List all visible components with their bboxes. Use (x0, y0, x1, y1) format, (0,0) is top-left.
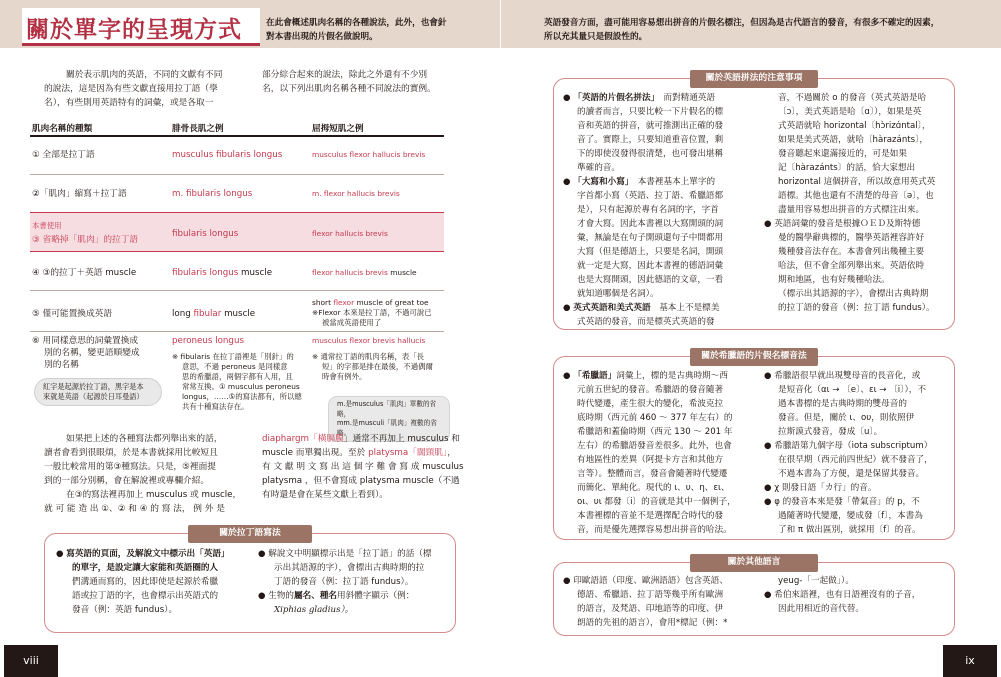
latin-item-line: 示出其語源的字），會標出古典時期的拉 (274, 563, 425, 573)
body-line: 到的一部分別稱，會在解說裡或專欄介紹。 (44, 476, 210, 486)
latin-item-text: 寫英語的頁面，及解說文中標示出「英語」 (66, 549, 230, 559)
greek-line: 元前五世紀的發音。希臘語的發音隨著 (577, 385, 724, 395)
row6-type: 別的名稱，變更語順變成 (44, 348, 140, 358)
other-item (563, 574, 728, 588)
bullet-icon: ● (764, 371, 772, 381)
english-line: 的拉丁語的發音（例：拉丁語 fundus）。 (778, 303, 935, 313)
term-red: platysma「闊頸肌」 (368, 448, 448, 458)
header-note-right-2: 所以充其量只是假設性的。 (544, 32, 648, 42)
body-line: 讀者會看到很眼煩，於是本書就採用比較短且 (44, 448, 218, 458)
body-line: 有時還是會在某些文獻上看到）。 (262, 490, 388, 500)
english-line: 才會大寫。因此本書裡以大寫開頭的詞 (577, 219, 724, 229)
bullet-icon: ● (764, 219, 772, 229)
term-red: 橫膈膜 (317, 434, 344, 444)
row5-a-english: muscle (221, 309, 256, 319)
other-line: 的語言，及梵語、印地語等的印度、伊 (577, 604, 724, 614)
row-divider (30, 290, 444, 291)
english-line: 期和地區，也有好幾種哈法。 (778, 275, 890, 285)
intro-line: 的說法，這是因為有些文獻直接用拉丁語（學 (44, 84, 218, 94)
greek-line: 過隨著時代變遷，變成發〔f〕，本書為 (778, 511, 923, 521)
english-line: 準確的音。 (577, 163, 620, 173)
english-line: 音，不過關於 o 的發音（英式英語是哈 (778, 93, 927, 103)
row-divider (30, 174, 444, 175)
row5-b-note: ※Flexor 本來是拉丁語，不過可說已 (312, 308, 432, 317)
latin-item (258, 547, 432, 561)
bullet-icon: ● (563, 93, 571, 103)
greek-line: 本書裡標的音並不是選擇配合時代的發 (577, 511, 724, 521)
note-a: longus，……⑤的寫法都有，所以總 (182, 392, 302, 401)
english-line: 是），只有起源於專有名詞的字，字首 (577, 205, 719, 215)
intro-line: 名），有些則用英語特有的詞彙，或是各取一 (44, 98, 214, 108)
greek-line: 而簡化、單純化。現代的 ι、υ、η、ει、 (577, 483, 730, 493)
row4-a-english: muscle (238, 268, 273, 278)
greek-line: 希臘語和蓋倫時期（西元 130 ～ 201 年 (577, 427, 733, 437)
other-item-text: 印歐語語（印度、歐洲語語）包含英語、 (573, 576, 728, 586)
note-b: 時會有例外。 (322, 372, 367, 381)
greek-item-text: φ 的發音本來是發「帶氣音」的 p，不 (774, 497, 920, 507)
greek-line: 是短音化（αι → 〔e〕、ει → 〔i〕），不 (778, 385, 926, 395)
greek-item-text: χ 則發日語「カ行」的音。 (774, 483, 877, 493)
page-number-left: viii (4, 645, 58, 677)
body-line (262, 432, 460, 446)
row4-b-latin: flexor hallucis brevis (312, 268, 388, 277)
row4-a-latin: fibularis longus (172, 268, 239, 278)
other-line: 朗語的先祖的語言），會用*標記（例：* (577, 618, 728, 628)
greek-item (563, 369, 728, 383)
english-line: 大寫（但是德語上，只要是名詞，開頭 (577, 247, 724, 257)
legend-bubble (34, 378, 162, 406)
latin-item-text: 解說文中明顯標示出是「拉丁語」的話（標 (268, 549, 432, 559)
latin-item (56, 547, 230, 561)
latin-item-line: Xiphias gladius）。 (274, 605, 354, 615)
english-line: 字首都小寫（英語、拉丁語、希臘語都 (577, 191, 724, 201)
term-latin: diaphargm「 (262, 434, 318, 444)
table-header-b: 屈拇短肌之例 (312, 124, 364, 134)
latin-item-emph: 屬名、種名 (294, 591, 338, 601)
row5-a-pre: long (172, 309, 194, 319)
bullet-icon: ● (764, 590, 772, 600)
row1-b: musculus flexor hallucis brevis (312, 150, 426, 159)
row2-b: m. flexor hallucis brevis (312, 189, 400, 198)
latin-item-text: 用斜體字顯示（例： (337, 591, 415, 601)
greek-line: 時代變遷，產生很大的變化，希波克拉 (577, 399, 724, 409)
bullet-icon: ● (258, 549, 266, 559)
greek-item-title: 「希臘語」 (573, 371, 617, 381)
english-line: 盡量用容易想出拼音的方式標注出來。 (778, 205, 925, 215)
abbreviation-chip-line: mm.是musculi「肌肉」複數的省略。 (337, 419, 437, 437)
english-item-text: 基本上不是標美 (650, 303, 720, 313)
bullet-icon: ● (764, 441, 772, 451)
english-line: 下的即使沒發得很清楚，也可發出堪稱 (577, 149, 724, 159)
english-line: 就知道哪個是名詞）。 (577, 289, 659, 299)
greek-item (764, 439, 932, 453)
bullet-icon: ● (764, 483, 772, 493)
page-title: 關於單字的呈現方式 (26, 17, 242, 43)
english-line: 如果是美式英語，就哈〔hàrazánts〕， (778, 135, 929, 145)
note-a: 思的希臘語，兩個字都有人用，且 (182, 372, 293, 381)
table-header-a: 腓骨長肌之例 (172, 124, 224, 134)
abbreviation-chip-line: m.是musculus「肌肉」單數的省略， (337, 400, 437, 418)
bullet-icon: ● (258, 591, 266, 601)
header-note-left-1: 在此會概述肌肉名稱的各種說法，此外，也會針 (266, 18, 447, 28)
row3-tag: 本書使用 (32, 221, 62, 230)
other-item-text: 希伯來語裡，也有日語裡沒有的子音， (774, 590, 921, 600)
english-item (764, 217, 920, 231)
greek-line: 發音。但是，關於 ι、ου，則依照伊 (778, 413, 915, 423)
bullet-icon: ● (56, 549, 64, 559)
latin-item-line: 丁語的發音（例：拉丁語 fundus）。 (274, 577, 414, 587)
english-line: 彙，無論是在句子開頭還句子中間都用 (577, 233, 724, 243)
english-item-title: 「英語的片假名拼法」 (573, 93, 655, 103)
row3-b: flexor hallucis brevis (312, 229, 388, 238)
row5-b-line1 (312, 298, 429, 309)
body-line: platysma ，但不會寫成 platysma muscle（不過 (262, 476, 460, 486)
latin-item-line: 發音（例：英語 fundus）。 (72, 605, 178, 615)
english-item (563, 91, 715, 105)
legend-bubble-line: 紅字是起源於拉丁語，黑字是本 (43, 382, 144, 391)
row6-type: 別的名稱 (44, 360, 79, 370)
latin-item-text: 生物的 (268, 591, 295, 601)
latin-item-line: 們溝通而寫的，因此即使是起源於希臘 (72, 577, 219, 587)
english-line: 音和英語的拼音，就可推測出正確的發 (577, 121, 724, 131)
greek-item-text: 詞彙上，標的是古典時期～西 (616, 371, 728, 381)
greek-line: 言等）。整體而言，發音會隨著時代變遷 (577, 469, 728, 479)
row3-type: ③ 省略掉「肌肉」的拉丁語 (32, 235, 139, 245)
greek-line: 不過本書為了方便，還是保留其發音。 (778, 469, 925, 479)
bullet-icon: ● (563, 177, 571, 187)
latin-item (258, 589, 414, 603)
row5-b-pre: short (312, 298, 334, 307)
english-line: 式英語就哈 horizontal〔hɔ̀rizɑ́ntal〕， (778, 121, 931, 131)
body-line: 就 可 能 造 出 ①、② 和 ④ 的 寫 法， 例 外 是 (44, 504, 225, 514)
english-line: 的讀者而言，只要比較一下片假名的標 (577, 107, 724, 117)
greek-notes-label: 關於希臘語的片假名標音法 (690, 348, 818, 366)
row5-a (172, 307, 255, 321)
english-line: horizontal 這個拼音，所以故意用英式英 (778, 177, 936, 187)
row-divider (30, 331, 444, 332)
english-item-text: 本書裡基本上單字的 (629, 177, 716, 187)
english-line: 發音聽起來還滿接近的，可是如果 (778, 149, 907, 159)
english-notes-label: 關於英語拼法的注意事項 (690, 70, 818, 88)
row4-a (172, 266, 272, 280)
english-item-title: 英式英語和美式英語 (573, 303, 651, 313)
body-line: 有 文 獻 明 文 寫 出 這 個 字 難 會 寫 成 musculus (262, 462, 464, 472)
greek-line: 在很早期（西元前四世紀）就不發音了， (778, 455, 933, 465)
body-text: muscle 而單獨出現。至於 (262, 448, 369, 458)
row4-b (312, 268, 417, 279)
body-text: ， (447, 448, 456, 458)
note-a: ※ fibularis 在拉丁語裡是「別針」的 (172, 352, 294, 361)
row5-type: ⑤ 僅可能置換成英語 (32, 309, 113, 319)
english-line: 曼的醫學辭典標的，醫學英語裡容許好 (778, 233, 925, 243)
legend-bubble-line: 來就是英語（起源於日耳曼語） (43, 392, 144, 401)
greek-line: 有地區性的差異（阿提卡方言和其他方 (577, 455, 724, 465)
table-header-type: 肌肉名稱的種類 (32, 124, 93, 134)
note-a: 意思，不過 peroneus 是同樣意 (182, 362, 288, 371)
greek-line: 拉斯謨式發音，發成〔u〕。 (778, 427, 883, 437)
row6-a: peroneus longus (172, 336, 244, 346)
greek-item (764, 369, 920, 383)
intro-line: 關於表示肌肉的英語，不同的文獻有不同 (66, 70, 223, 80)
english-line: 就一定是大寫，因此本書裡的德語詞彙 (577, 261, 724, 271)
english-line: 記〔hàrazánts〕的話，恰大家想出 (778, 163, 916, 173)
other-line: 德語、希臘語、拉丁語等幾乎所有歐洲 (577, 590, 724, 600)
latin-item-line: 語或拉丁語的字，也會標示出英語式的 (72, 591, 219, 601)
bullet-icon: ● (563, 576, 571, 586)
table-header-rule (30, 135, 444, 137)
row5-b-latin: flexor (333, 298, 355, 307)
body-line: 一般比較常用的第③種寫法。只是，⑤裡面提 (44, 462, 216, 472)
english-line: 哈法，但不會全部列舉出來。英語依時 (778, 261, 925, 271)
greek-item-text: 希臘語很早就出現雙母音的長音化，或 (774, 371, 921, 381)
body-line: 在③的寫法裡再加上 musculus 或 muscle， (66, 490, 242, 500)
english-item-text: 英語詞彙的發音是根據ＯＥＤ及斯特德 (774, 219, 921, 229)
english-line: （標示出其語源的字），會標出古典時期 (778, 289, 929, 299)
row1-type: ① 全部是拉丁語 (32, 150, 95, 160)
note-a: 常常互換。① musculus peroneus (182, 382, 300, 391)
greek-item (764, 495, 920, 509)
english-item-title: 「大寫和小寫」 (573, 177, 630, 187)
greek-line: 音，而是優先選擇容易想出拼音的哈法。 (577, 525, 732, 535)
english-item (563, 175, 715, 189)
latin-notes-label: 關於拉丁語寫法 (188, 525, 312, 543)
english-line: 式英語的發音，而是標英式英語的發 (577, 317, 715, 327)
body-line: 如果把上述的各種寫法都列舉出來的話， (66, 434, 223, 444)
note-b: 短」的字都是排在最後，不過偶爾 (322, 362, 433, 371)
greek-item (764, 481, 876, 495)
greek-line: 底時期（西元前 460 ～ 377 年左右）的 (577, 413, 733, 423)
row2-type: ②「肌肉」縮寫＋拉丁語 (32, 189, 127, 199)
bullet-icon: ● (563, 303, 571, 313)
english-line: 也是大寫開頭，因此德語的文章，一看 (577, 275, 724, 285)
english-item-text: 而對精通英語 (654, 93, 716, 103)
greek-line: 了和 π 做出區別，就採用〔f〕的音。 (778, 525, 921, 535)
row4-type: ④ ③的拉丁＋英語 muscle (32, 268, 137, 278)
note-a: 共有十種寫法存在。 (182, 402, 249, 411)
row4-b-english: muscle (387, 268, 417, 277)
english-line: 音了。實際上，只要知道重音位置，剩 (577, 135, 724, 145)
english-line: 語標。其他也還有不清楚的母音〔ə〕，也 (778, 191, 934, 201)
row6-b: musculus flexor brevis hallucis (312, 336, 426, 345)
body-line (262, 446, 456, 460)
other-item (764, 588, 920, 602)
bullet-icon: ● (563, 371, 571, 381)
row3-a: fibularis longus (172, 229, 239, 239)
other-languages-label: 關於其他語言 (690, 554, 818, 572)
body-text: 」通常不再加上 musculus 和 (343, 434, 460, 444)
intro-line: 名，以下列出肌肉名稱各種不同說法的實例。 (262, 84, 436, 94)
note-b: ※ 通常拉丁語的肌肉名稱，表「長 (312, 352, 425, 361)
row5-b-english: muscle of great toe (354, 298, 429, 307)
english-line: 〔ɔ〕，美式英語是哈〔ɑ〕），如果是英 (778, 107, 922, 117)
greek-item-text: 希臘語第九個字母（iota subscriptum） (774, 441, 933, 451)
latin-item-line: 的單字，是設定讓大家能和英語圈的人 (72, 563, 219, 573)
english-line: 幾種發音法存在。本書會列出幾種主要 (778, 247, 925, 257)
english-item (563, 301, 719, 315)
row5-b-note: 被當成英語使用了 (322, 318, 382, 327)
page-number-right: ix (943, 645, 997, 677)
row2-a: m. fibularis longus (172, 189, 253, 199)
header-note-right-1: 英語發音方面，盡可能用容易想出拼音的片假名標注，但因為是古代語言的發音，有很多不確定的因素， (544, 18, 940, 28)
row6-type: ⑥ 用同樣意思的詞彙置換成 (32, 336, 139, 346)
other-line: yeug-「一起做」）。 (778, 576, 854, 586)
greek-line: οι、υι 都發〔i〕的音就是其中一個例子， (577, 497, 736, 507)
greek-line: 左右）的希臘語發音差很多。此外，也會 (577, 441, 732, 451)
row5-a-latin: fibular (193, 309, 222, 319)
header-note-left-2: 對本書出現的片假名做說明。 (266, 32, 378, 42)
other-line: 因此用相近的音代替。 (778, 604, 864, 614)
bullet-icon: ● (764, 497, 772, 507)
greek-line: 過本書標的是古典時期的雙母音的 (778, 399, 907, 409)
row1-a: musculus fibularis longus (172, 150, 283, 160)
intro-line: 部分綜合起來的說法，除此之外還有不少別 (262, 70, 428, 80)
